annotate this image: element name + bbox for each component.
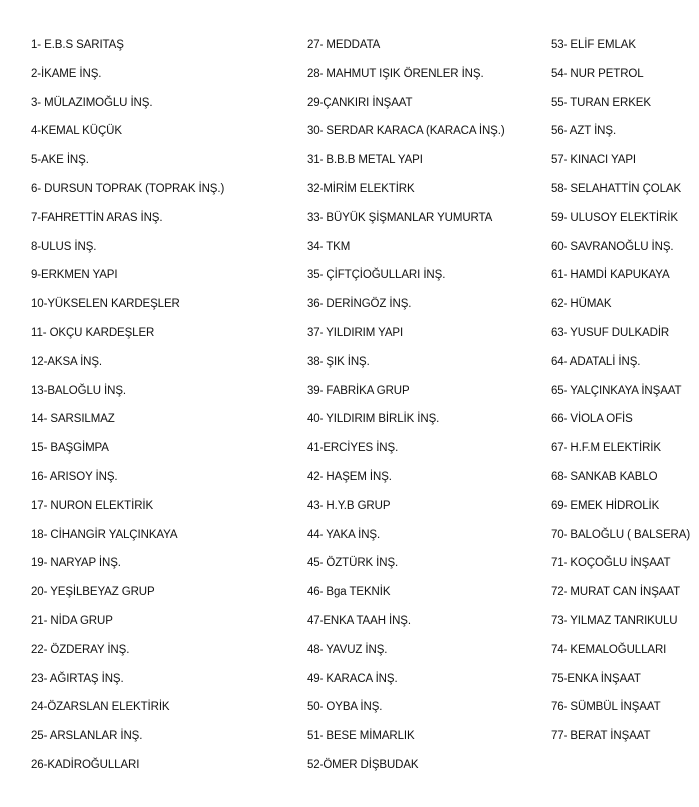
list-item: 11- OKÇU KARDEŞLER (31, 326, 155, 339)
list-item: 16- ARISOY İNŞ. (31, 470, 118, 483)
list-item: 31- B.B.B METAL YAPI (307, 154, 423, 167)
list-item: 60- SAVRANOĞLU İNŞ. (551, 240, 674, 253)
list-item: 73- YILMAZ TANRIKULU (551, 614, 678, 627)
list-item: 66- VİOLA OFİS (551, 413, 633, 426)
list-item: 56- AZT İNŞ. (551, 125, 617, 138)
list-item: 39- FABRİKA GRUP (307, 384, 410, 397)
list-item: 8-ULUS İNŞ. (31, 240, 97, 253)
list-item: 24-ÖZARSLAN ELEKTİRİK (31, 701, 170, 714)
list-item: 74- KEMALOĞULLARI (551, 643, 667, 656)
list-item: 28- MAHMUT IŞIK ÖRENLER İNŞ. (307, 67, 484, 80)
list-item: 35- ÇİFTÇİOĞULLARI İNŞ. (307, 269, 446, 282)
list-item: 63- YUSUF DULKADİR (551, 326, 670, 339)
list-item: 33- BÜYÜK ŞİŞMANLAR YUMURTA (307, 211, 493, 224)
list-item: 47-ENKA TAAH İNŞ. (307, 614, 411, 627)
list-item: 58- SELAHATTİN ÇOLAK (551, 182, 682, 195)
list-item: 7-FAHRETTİN ARAS İNŞ. (31, 211, 163, 224)
list-item: 42- HAŞEM İNŞ. (307, 470, 392, 483)
list-item: 52-ÖMER DİŞBUDAK (307, 758, 419, 771)
list-item: 20- YEŞİLBEYAZ GRUP (31, 586, 155, 599)
list-item: 70- BALOĞLU ( BALSERA) (551, 528, 691, 541)
list-item: 13-BALOĞLU İNŞ. (31, 384, 127, 397)
list-item: 49- KARACA İNŞ. (307, 672, 398, 685)
list-item: 4-KEMAL KÜÇÜK (31, 125, 122, 138)
list-item: 36- DERİNGÖZ İNŞ. (307, 298, 412, 311)
list-item: 68- SANKAB KABLO (551, 470, 658, 483)
list-item: 65- YALÇINKAYA İNŞAAT (551, 384, 682, 397)
list-item: 50- OYBA İNŞ. (307, 701, 383, 714)
list-item: 23- AĞIRTAŞ İNŞ. (31, 672, 124, 685)
list-item: 30- SERDAR KARACA (KARACA İNŞ.) (307, 125, 505, 138)
list-item: 9-ERKMEN YAPI (31, 269, 118, 282)
list-item: 77- BERAT İNŞAAT (551, 730, 651, 743)
list-item: 69- EMEK HİDROLİK (551, 499, 660, 512)
list-item: 37- YILDIRIM YAPI (307, 326, 404, 339)
list-item: 51- BESE MİMARLIK (307, 730, 415, 743)
list-item: 27- MEDDATA (307, 39, 381, 51)
list-item: 76- SÜMBÜL İNŞAAT (551, 701, 661, 714)
list-item: 2-İKAME İNŞ. (31, 67, 102, 80)
list-item: 62- HÜMAK (551, 298, 612, 311)
list-item: 61- HAMDİ KAPUKAYA (551, 269, 670, 282)
list-item: 22- ÖZDERAY İNŞ. (31, 643, 130, 656)
list-item: 40- YILDIRIM BİRLİK İNŞ. (307, 413, 440, 426)
list-item: 34- TKM (307, 240, 351, 253)
list-item: 57- KINACI YAPI (551, 154, 636, 167)
list-column-3 (551, 35, 697, 755)
list-item: 72- MURAT CAN İNŞAAT (551, 586, 680, 599)
list-item: 21- NİDA GRUP (31, 614, 113, 627)
list-item: 10-YÜKSELEN KARDEŞLER (31, 298, 180, 311)
list-item: 67- H.F.M ELEKTİRİK (551, 442, 661, 455)
list-item: 12-AKSA İNŞ. (31, 355, 103, 368)
list-item: 53- ELİF EMLAK (551, 39, 636, 51)
list-item: 59- ULUSOY ELEKTİRİK (551, 211, 678, 224)
list-item: 15- BAŞGİMPA (31, 442, 109, 455)
list-item: 18- CİHANGİR YALÇINKAYA (31, 528, 178, 541)
list-item: 44- YAKA İNŞ. (307, 528, 381, 541)
list-item: 5-AKE İNŞ. (31, 154, 89, 167)
list-item: 43- H.Y.B GRUP (307, 499, 391, 512)
list-item: 55- TURAN ERKEK (551, 96, 651, 109)
list-item: 71- KOÇOĞLU İNŞAAT (551, 557, 671, 570)
list-item: 48- YAVUZ İNŞ. (307, 643, 388, 656)
list-item: 64- ADATALİ İNŞ. (551, 355, 641, 368)
list-item: 54- NUR PETROL (551, 67, 644, 80)
list-item: 32-MİRİM ELEKTİRK (307, 182, 415, 195)
list-item: 41-ERCİYES İNŞ. (307, 442, 399, 455)
list-item: 17- NURON ELEKTİRİK (31, 499, 154, 512)
list-item: 45- ÖZTÜRK İNŞ. (307, 557, 399, 570)
list-item: 14- SARSILMAZ (31, 413, 115, 426)
list-item: 19- NARYAP İNŞ. (31, 557, 121, 570)
list-item: 46- Bga TEKNİK (307, 586, 391, 599)
list-item: 29-ÇANKIRI İNŞAAT (307, 96, 413, 109)
list-column-2 (307, 35, 547, 784)
list-item: 6- DURSUN TOPRAK (TOPRAK İNŞ.) (31, 182, 225, 195)
list-item: 25- ARSLANLAR İNŞ. (31, 730, 143, 743)
list-column-1 (31, 35, 301, 784)
list-item: 38- ŞIK İNŞ. (307, 355, 370, 368)
list-item: 75-ENKA İNŞAAT (551, 672, 641, 685)
list-item: 3- MÜLAZIMOĞLU İNŞ. (31, 96, 153, 109)
list-item: 26-KADİROĞULLARI (31, 758, 140, 771)
list-item: 1- E.B.S SARITAŞ (31, 39, 124, 51)
